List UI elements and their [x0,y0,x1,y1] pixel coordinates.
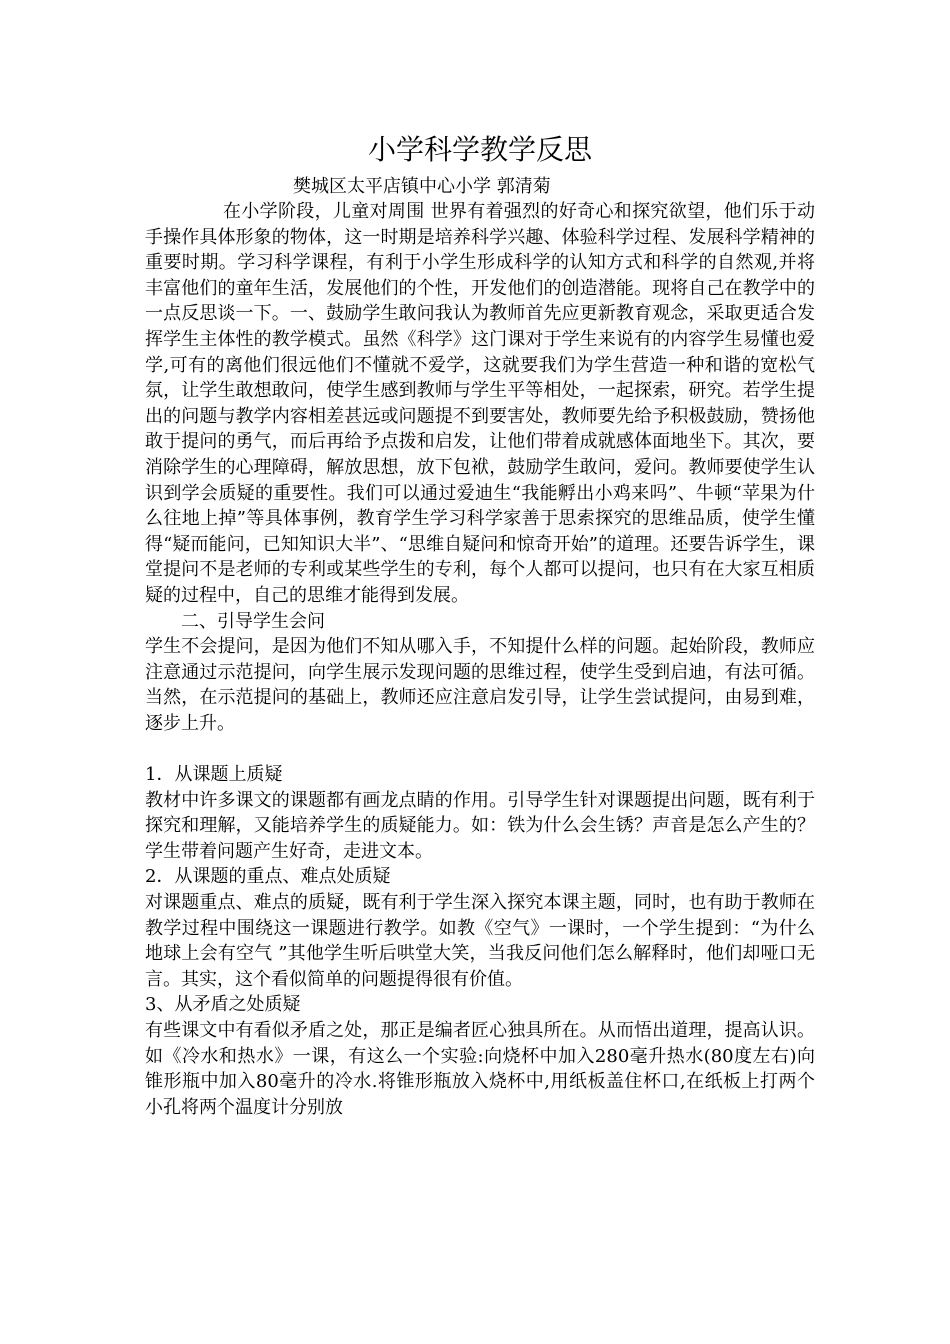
paragraph-section-2: 学生不会提问，是因为他们不知从哪入手，不知提什么样的问题。起始阶段，教师应注意通过示范提问，向学生展示发现问题的思维过程，使学生受到启迪，有法可循。当然，在示范提问的基础上，教师还应注意启发引导，让学生尝试提问，由易到难，逐步上升。 [145,636,815,734]
paragraph-intro: 在小学阶段，儿童对周围 世界有着强烈的好奇心和探究欲望，他们乐于动手操作具体形象的物体，这一时期是培养科学兴趣、体验科学过程、发展科学精神的重要时期。学习科学课程，有利于小学生形成科学的认知方式和科学的自然观,并将丰富他们的童年生活，发展他们的个性，开发他们的创造潜能。现将自己在教学中的一点反思谈一下。一、鼓励学生敢问我认为教师首先应更新教育观念，采取更适合发挥学生主体性的教学模式。虽然《科学》这门课对于学生来说有的内容学生易懂也爱学,可有的离他们很远他们不懂就不爱学，这就要我们为学生营造一种和谐的宽松气氛，让学生敢想敢问，使学生感到教师与学生平等相处，一起探索，研究。若学生提出的问题与教学内容相差甚远或问题提不到要害处，教师要先给予积极鼓励，赞扬他敢于提问的勇气，而后再给予点拨和启发，让他们带着成就感体面地坐下。其次，要消除学生的心理障碍，解放思想，放下包袱，鼓励学生敢问，爱问。教师要使学生认识到学会质疑的重要性。我们可以通过爱迪生“我能孵出小鸡来吗”、牛顿“苹果为什么往地上掉”等具体事例，教育学生学习科学家善于思索探究的思维品质，使学生懂得“疑而能问，已知知识大半”、“思维自疑问和惊奇开始”的道理。还要告诉学生，课堂提问不是老师的专利或某些学生的专利，每个人都可以提问，也只有在大家互相质疑的过程中，自己的思维才能得到发展。 [145,201,815,606]
subheading-3: 3、从矛盾之处质疑 [145,994,301,1016]
section-heading-2: 二、引导学生会问 [181,610,325,632]
subheading-2: 2．从课题的重点、难点处质疑 [145,866,391,888]
document-title: 小学科学教学反思 [367,133,592,166]
document-author: 樊城区太平店镇中心小学 郭清菊 [293,176,551,197]
document-page [145,130,815,1120]
paragraph-subsection-2: 对课题重点、难点的质疑，既有利于学生深入探究本课主题，同时，也有助于教师在教学过程中围绕这一课题进行教学。如教《空气》一课时，一个学生提到：“为什么地球上会有空气 ”其他学生听后哄堂大笑，当我反问他们怎么解释时，他们却哑口无言。其实，这个看似简单的问题提得很有价值。 [145,892,815,990]
paragraph-subsection-3: 有些课文中有看似矛盾之处，那正是编者匠心独具所在。从而悟出道理，提高认识。如《冷水和热水》一课，有这么一个实验:向烧杯中加入280毫升热水(80度左右)向锥形瓶中加入80毫升的冷水.将锥形瓶放入烧杯中,用纸板盖住杯口,在纸板上打两个小孔将两个温度计分别放 [145,1020,815,1118]
subheading-1: 1．从课题上质疑 [145,764,283,786]
paragraph-subsection-1: 教材中许多课文的课题都有画龙点睛的作用。引导学生针对课题提出问题，既有利于探究和理解，又能培养学生的质疑能力。如：铁为什么会生锈？声音是怎么产生的？学生带着问题产生好奇，走进文本。 [145,789,815,862]
blank-line [145,736,815,762]
